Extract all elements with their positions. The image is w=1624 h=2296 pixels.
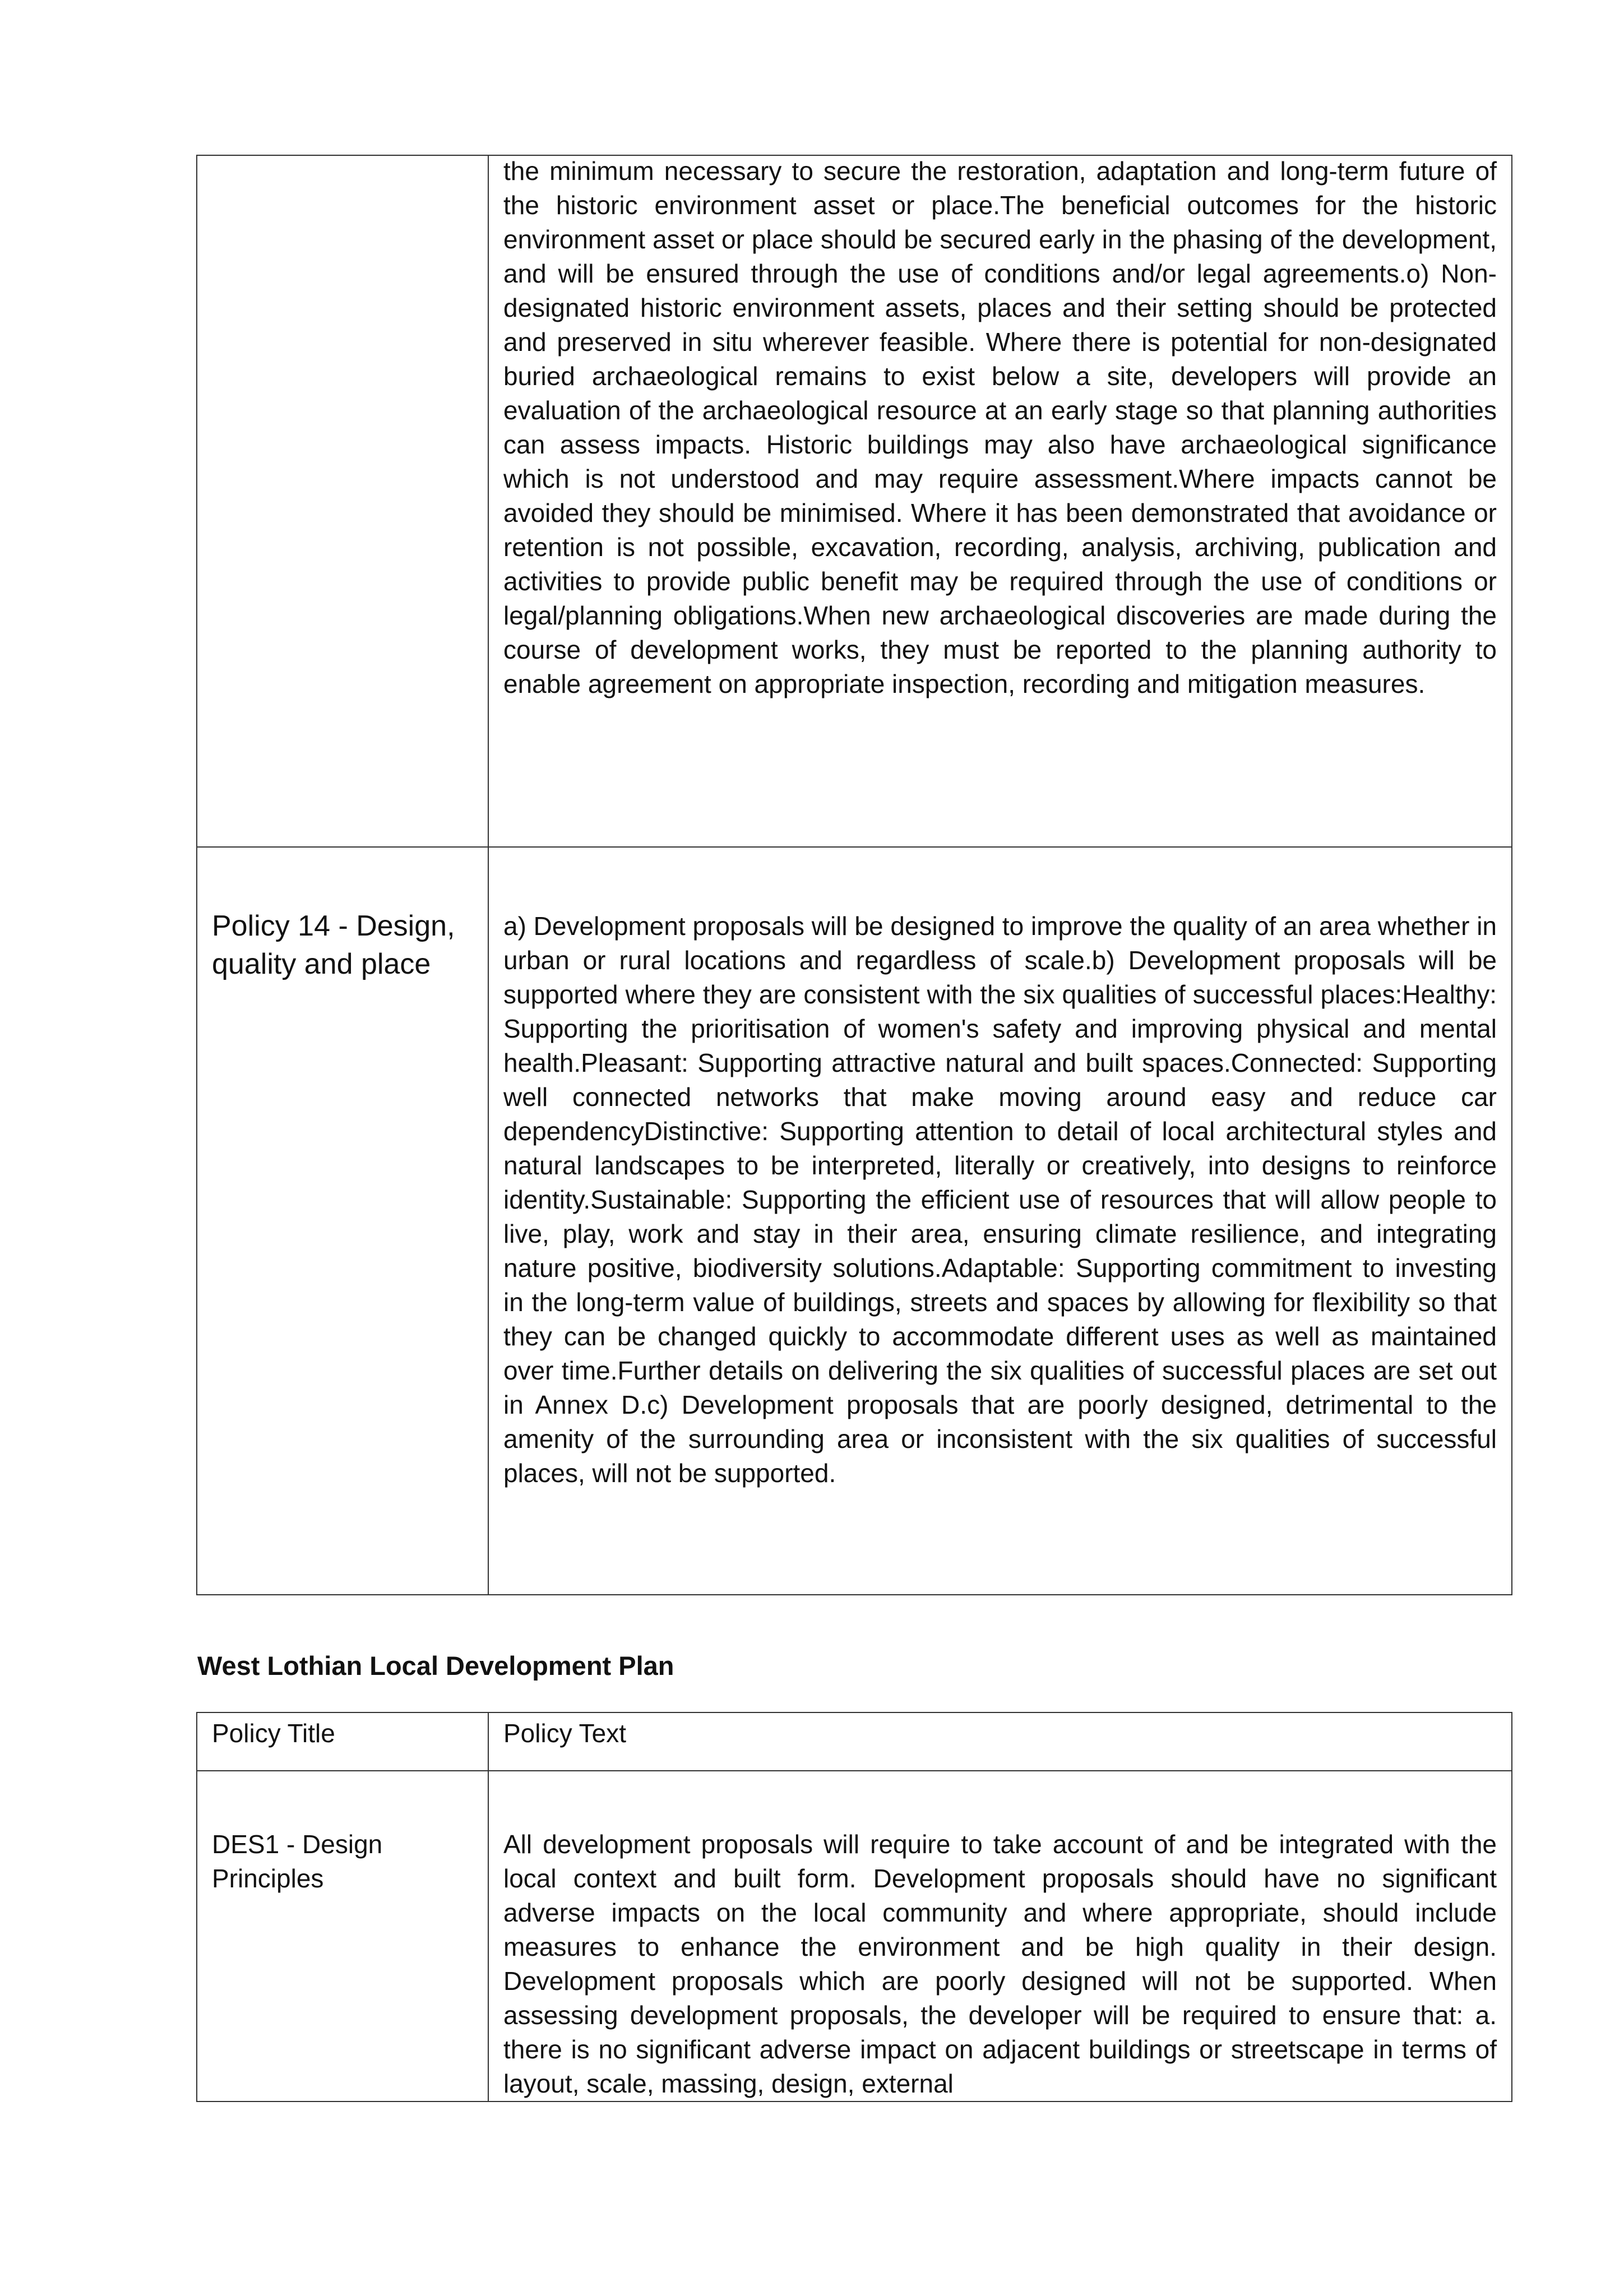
policy-title: Policy 14 - Design, quality and place <box>212 910 455 980</box>
table-row <box>197 847 1512 1595</box>
policy-title-cell <box>197 155 488 847</box>
table-header-row <box>197 1712 1512 1771</box>
policy-text-cell <box>488 1771 1512 2101</box>
policy-title-cell <box>197 847 488 1595</box>
table-row <box>197 155 1512 847</box>
table-row <box>197 1771 1512 2101</box>
header-cell <box>488 1712 1512 1771</box>
policy-table-wlldp <box>196 1712 1512 2102</box>
column-header-policy-title: Policy Title <box>212 1719 335 1748</box>
policy-text-cell <box>488 155 1512 847</box>
section-heading: West Lothian Local Development Plan <box>197 1651 674 1681</box>
policy-text: All development proposals will require to take account of and be integrated with the local context and built form. Development proposals should have no significant adverse impacts on the local community and where appropriate, should include measures to enhance the environment and be high quality in their design. Development proposals which are poorly designed will not be supported. When assessing development proposals, the developer will be required to ensure that: a. there is no significant adverse impact on adjacent buildings or streetscape in terms of layout, scale, massing, design, external <box>503 1830 1497 2098</box>
policy-title: DES1 - Design Principles <box>212 1830 383 1893</box>
policy-text-cell <box>488 847 1512 1595</box>
column-header-policy-text: Policy Text <box>503 1719 627 1748</box>
header-cell <box>197 1712 488 1771</box>
policy-text: a) Development proposals will be designed to improve the quality of an area whether in urban or rural locations and regardless of scale.b) Development proposals will be supported where they are consistent with the six qualities of successful places:Healthy: Supporting the prioritisation of women's safety and improving physical and mental health.Pleasant: Supporting attractive natural and built spaces.Connected: Supporting well connected networks that make moving around easy and reduce car dependencyDistinctive: Supporting attention to detail of local architectural styles and natural landscapes to be interpreted, literally or creatively, into designs to reinforce identity.Sustainable: Supporting the efficient use of resources that will allow people to live, play, work and stay in their area, ensuring climate resilience, and integrating nature positive, biodiversity solutions.Adaptable: Supporting commitment to investing in the long-term value of buildings, streets and spaces by allowing for flexibility so that they can be changed quickly to accommodate different uses as well as maintained over time.Further details on delivering the six qualities of successful places are set out in Annex D.c) Development proposals that are poorly designed, detrimental to the amenity of the surrounding area or inconsistent with the six qualities of successful places, will not be supported. <box>503 911 1497 1488</box>
policy-title-cell <box>197 1771 488 2101</box>
policy-table-npf4 <box>196 155 1512 1595</box>
policy-text: the minimum necessary to secure the restoration, adaptation and long-term future of the historic environment asset or place.The beneficial outcomes for the historic environment asset or place should be secured early in the phasing of the development, and will be ensured through the use of conditions and/or legal agreements.o) Non-designated historic environment assets, places and their setting should be protected and preserved in situ wherever feasible. Where there is potential for non-designated buried archaeological remains to exist below a site, developers will provide an evaluation of the archaeological resource at an early stage so that planning authorities can assess impacts. Historic buildings may also have archaeological significance which is not understood and may require assessment.Where impacts cannot be avoided they should be minimised. Where it has been demonstrated that avoidance or retention is not possible, excavation, recording, analysis, archiving, publication and activities to provide public benefit may be required through the use of conditions or legal/planning obligations.When new archaeological discoveries are made during the course of development works, they must be reported to the planning authority to enable agreement on appropriate inspection, recording and mitigation measures. <box>503 156 1497 698</box>
